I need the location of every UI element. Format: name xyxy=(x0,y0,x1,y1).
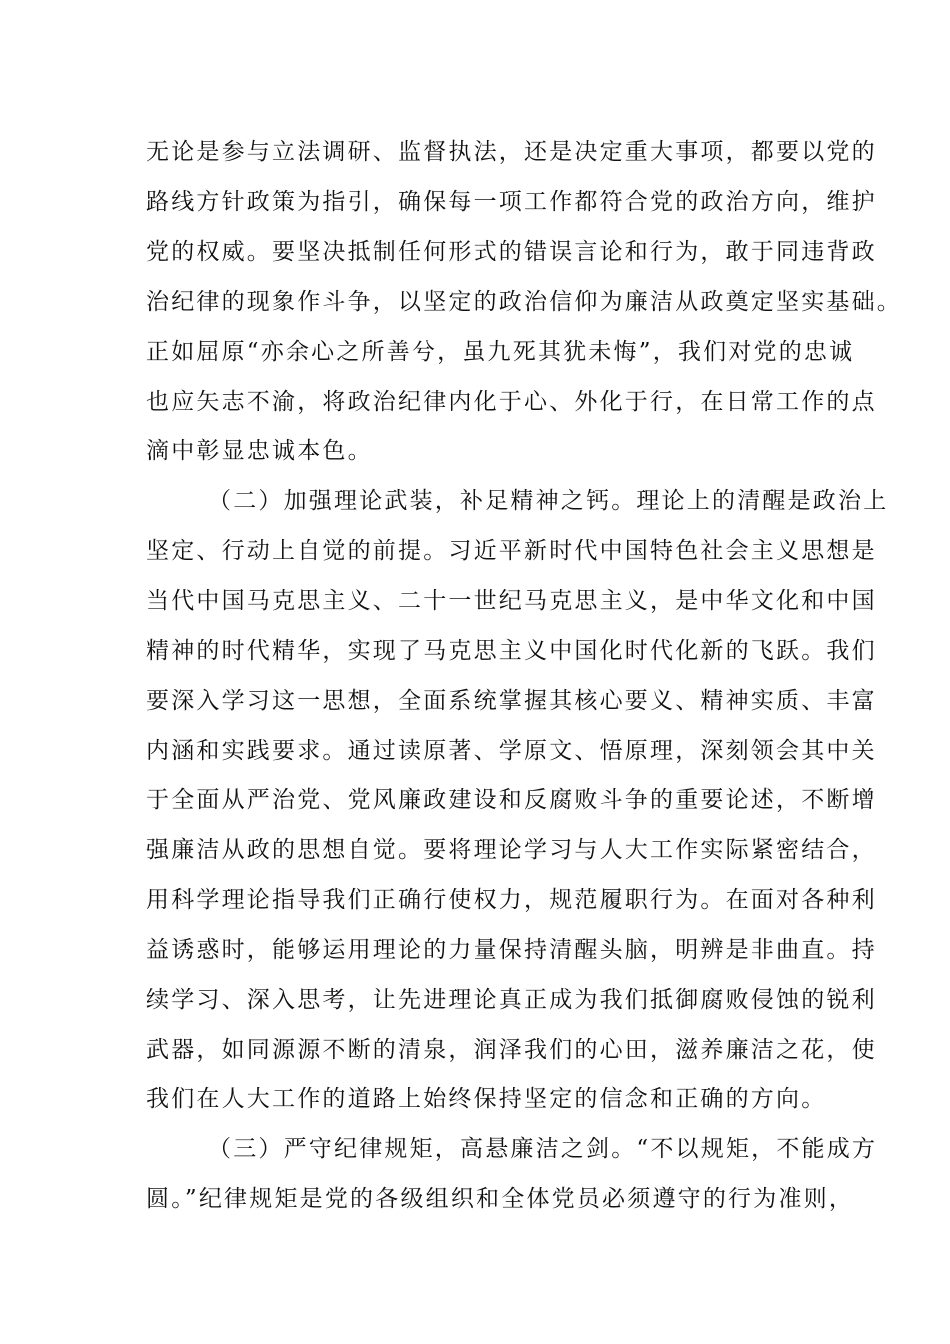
text-line: 坚定、行动上自觉的前提。习近平新时代中国特色社会主义思想是 xyxy=(146,538,877,564)
text-line: 无论是参与立法调研、监督执法，还是决定重大事项，都要以党的 xyxy=(146,139,877,165)
text-line: 正如屈原“亦余心之所善兮，虽九死其犹未悔”，我们对党的忠诚 xyxy=(146,339,855,365)
text-line: 要深入学习这一思想，全面系统掌握其核心要义、精神实质、丰富 xyxy=(146,688,877,714)
text-line: 强廉洁从政的思想自觉。要将理论学习与人大工作实际紧密结合， xyxy=(146,837,877,863)
text-line: 我们在人大工作的道路上始终保持坚定的信念和正确的方向。 xyxy=(146,1086,827,1112)
paragraph-3-heading-line: （三）严守纪律规矩，高悬廉洁之剑。“不以规矩，不能成方 xyxy=(208,1136,878,1162)
text-line: 于全面从严治党、党风廉政建设和反腐败斗争的重要论述，不断增 xyxy=(146,787,877,813)
text-line: 当代中国马克思主义、二十一世纪马克思主义，是中华文化和中国 xyxy=(146,588,877,614)
text-line: 治纪律的现象作斗争，以坚定的政治信仰为廉洁从政奠定坚实基础。 xyxy=(146,289,902,315)
text-line: 精神的时代精华，实现了马克思主义中国化时代化新的飞跃。我们 xyxy=(146,638,877,664)
text-line: 党的权威。要坚决抵制任何形式的错误言论和行为，敢于同违背政 xyxy=(146,239,877,265)
text-line: 益诱惑时，能够运用理论的力量保持清醒头脑，明辨是非曲直。持 xyxy=(146,937,877,963)
text-line: 武器，如同源源不断的清泉，润泽我们的心田，滋养廉洁之花，使 xyxy=(146,1037,877,1063)
text-line: 内涵和实践要求。通过读原著、学原文、悟原理，深刻领会其中关 xyxy=(146,738,877,764)
text-line: 路线方针政策为指引，确保每一项工作都符合党的政治方向，维护 xyxy=(146,189,877,215)
text-line: 滴中彰显忠诚本色。 xyxy=(146,438,373,464)
text-line: 圆。”纪律规矩是党的各级组织和全体党员必须遵守的行为准则， xyxy=(146,1186,855,1212)
text-line: 用科学理论指导我们正确行使权力，规范履职行为。在面对各种利 xyxy=(146,887,877,913)
paragraph-2-heading-line: （二）加强理论武装，补足精神之钙。理论上的清醒是政治上 xyxy=(208,488,889,514)
text-line: 续学习、深入思考，让先进理论真正成为我们抵御腐败侵蚀的锐利 xyxy=(146,987,877,1013)
text-line: 也应矢志不渝，将政治纪律内化于心、外化于行，在日常工作的点 xyxy=(146,389,877,415)
